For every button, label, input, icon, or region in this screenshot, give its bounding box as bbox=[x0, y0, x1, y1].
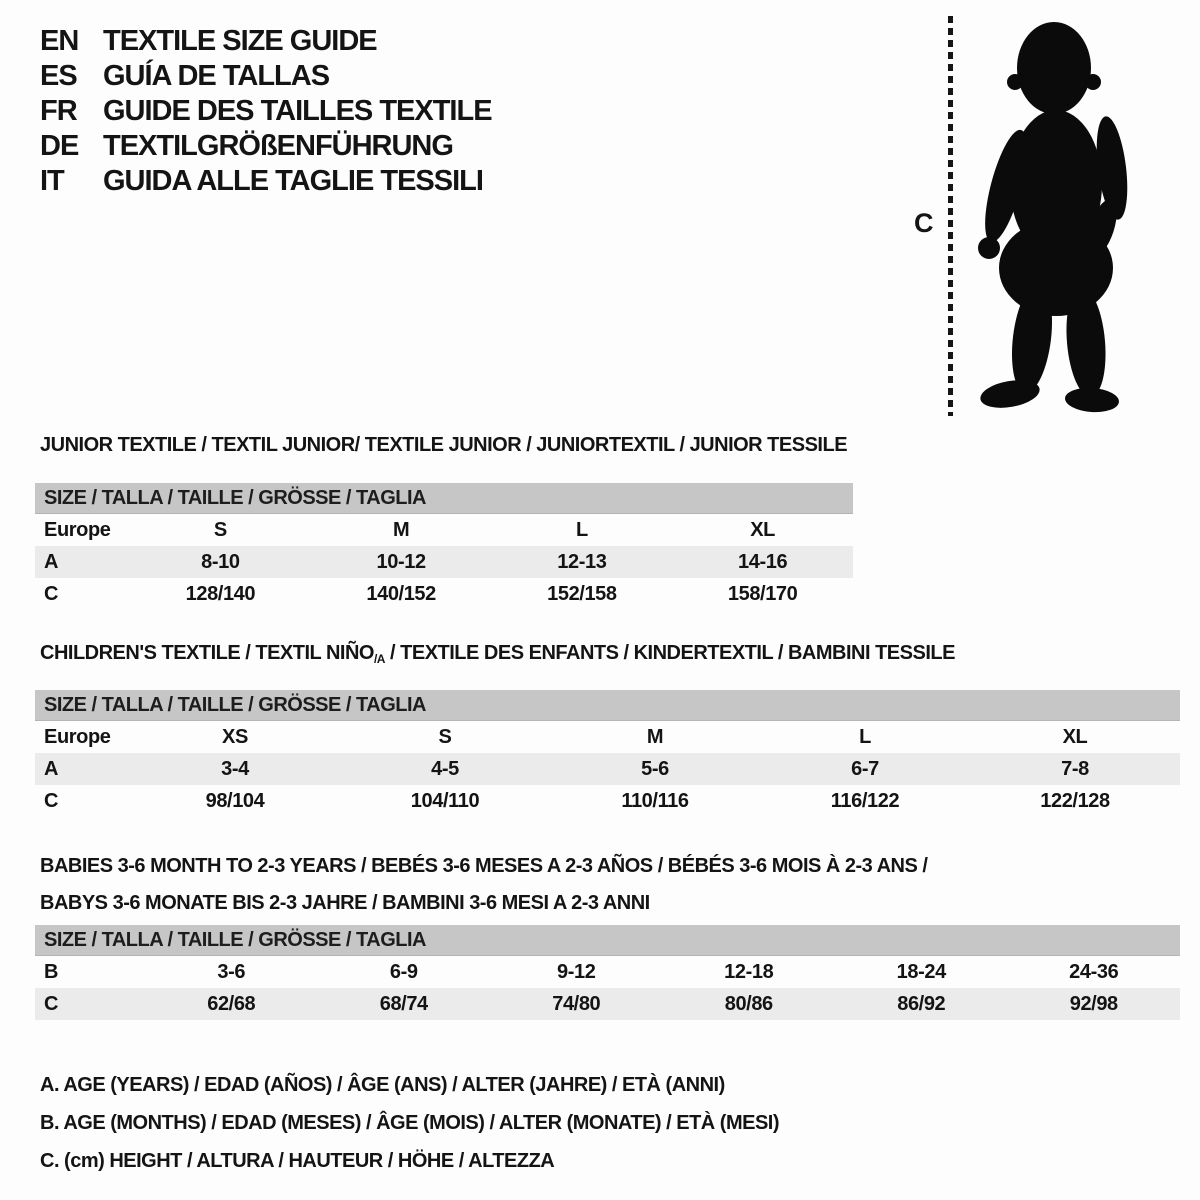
table-cell: 12-13 bbox=[557, 550, 607, 573]
language-row-es bbox=[40, 59, 492, 94]
language-code: IT bbox=[40, 165, 64, 197]
junior-row-age bbox=[35, 546, 853, 578]
table-cell: 92/98 bbox=[1069, 992, 1118, 1015]
toddler-silhouette-icon bbox=[966, 16, 1138, 416]
height-measure-dotted-line bbox=[948, 16, 953, 416]
row-label: B bbox=[44, 960, 59, 983]
babies-size-header-band: SIZE / TALLA / TAILLE / GRÖSSE / TAGLIA bbox=[35, 925, 1180, 956]
junior-row-height bbox=[35, 578, 853, 610]
table-cell: 12-18 bbox=[724, 960, 774, 983]
children-col-m: M bbox=[646, 725, 664, 748]
table-cell: 24-36 bbox=[1069, 960, 1119, 983]
children-col-europe: Europe bbox=[44, 725, 111, 748]
table-cell: 5-6 bbox=[641, 757, 669, 780]
babies-row-height bbox=[35, 988, 1180, 1020]
language-row-it bbox=[40, 164, 492, 199]
row-label: C bbox=[44, 992, 59, 1015]
table-cell: 6-7 bbox=[851, 757, 879, 780]
measure-legend bbox=[40, 1066, 779, 1180]
children-size-header-band: SIZE / TALLA / TAILLE / GRÖSSE / TAGLIA bbox=[35, 690, 1180, 721]
junior-col-xl: XL bbox=[750, 518, 775, 541]
table-cell: 3-4 bbox=[221, 757, 249, 780]
row-label: A bbox=[44, 550, 59, 573]
language-title: TEXTILGRÖßENFÜHRUNG bbox=[103, 130, 453, 162]
language-code: DE bbox=[40, 130, 79, 162]
legend-line-a: A. AGE (YEARS) / EDAD (AÑOS) / ÂGE (ANS) / ALTER (JAHRE) / ETÀ (ANNI) bbox=[40, 1074, 725, 1096]
table-cell: 110/116 bbox=[621, 789, 689, 812]
table-cell: 9-12 bbox=[557, 960, 596, 983]
language-row-de bbox=[40, 129, 492, 164]
junior-size-header-band: SIZE / TALLA / TAILLE / GRÖSSE / TAGLIA bbox=[35, 483, 853, 514]
children-row-height bbox=[35, 785, 1180, 817]
children-size-table bbox=[35, 690, 1180, 817]
language-title: GUÍA DE TALLAS bbox=[103, 60, 330, 92]
table-cell: 18-24 bbox=[896, 960, 946, 983]
junior-col-m: M bbox=[392, 518, 410, 541]
table-cell: 8-10 bbox=[201, 550, 240, 573]
table-cell: 140/152 bbox=[366, 582, 436, 605]
language-code: EN bbox=[40, 25, 79, 57]
row-label: C bbox=[44, 789, 59, 812]
table-cell: 3-6 bbox=[217, 960, 246, 983]
children-col-xl: XL bbox=[1062, 725, 1088, 748]
children-section-title bbox=[40, 642, 955, 666]
language-code: ES bbox=[40, 60, 77, 92]
table-cell: 14-16 bbox=[738, 550, 788, 573]
language-code: FR bbox=[40, 95, 77, 127]
language-row-fr bbox=[40, 94, 492, 129]
junior-col-europe: Europe bbox=[44, 518, 111, 541]
table-cell: 74/80 bbox=[552, 992, 601, 1015]
language-list bbox=[40, 24, 492, 199]
junior-columns-row bbox=[35, 514, 853, 546]
table-cell: 122/128 bbox=[1040, 789, 1110, 812]
table-cell: 68/74 bbox=[379, 992, 428, 1015]
junior-size-table bbox=[35, 483, 853, 610]
table-cell: 98/104 bbox=[205, 789, 265, 812]
language-row-en bbox=[40, 24, 492, 59]
babies-section-title bbox=[40, 848, 927, 922]
language-title: GUIDA ALLE TAGLIE TESSILI bbox=[103, 165, 483, 197]
children-title-text: CHILDREN'S TEXTILE / TEXTIL NIÑO bbox=[40, 642, 374, 664]
junior-col-l: L bbox=[575, 518, 588, 541]
language-title: TEXTILE SIZE GUIDE bbox=[103, 25, 377, 57]
babies-title-line2: BABYS 3-6 MONATE BIS 2-3 JAHRE / BAMBINI 3-6 MESI A 2-3 ANNI bbox=[40, 892, 650, 914]
children-columns-row bbox=[35, 721, 1180, 753]
babies-title-line1: BABIES 3-6 MONTH TO 2-3 YEARS / BEBÉS 3-6 MESES A 2-3 AÑOS / BÉBÉS 3-6 MOIS À 2-3 ANS / bbox=[40, 855, 928, 877]
junior-section-title: JUNIOR TEXTILE / TEXTIL JUNIOR/ TEXTILE JUNIOR / JUNIORTEXTIL / JUNIOR TESSILE bbox=[40, 434, 848, 456]
table-cell: 128/140 bbox=[185, 582, 256, 605]
table-cell: 86/92 bbox=[897, 992, 946, 1015]
legend-line-b: B. AGE (MONTHS) / EDAD (MESES) / ÂGE (MOIS) / ALTER (MONATE) / ETÀ (MESI) bbox=[40, 1112, 780, 1134]
table-cell: 152/158 bbox=[547, 582, 617, 605]
children-col-xs: XS bbox=[222, 725, 248, 748]
table-cell: 80/86 bbox=[724, 992, 773, 1015]
junior-col-s: S bbox=[213, 518, 227, 541]
height-measure-label: C bbox=[914, 208, 934, 238]
table-cell: 6-9 bbox=[389, 960, 418, 983]
table-cell: 7-8 bbox=[1061, 757, 1089, 780]
row-label: A bbox=[44, 757, 59, 780]
table-cell: 4-5 bbox=[431, 757, 459, 780]
children-title-subscript: /A bbox=[373, 652, 385, 666]
table-cell: 104/110 bbox=[410, 789, 480, 812]
children-title-text: / TEXTILE DES ENFANTS / KINDERTEXTIL / BAMBINI TESSILE bbox=[384, 642, 955, 664]
children-row-age bbox=[35, 753, 1180, 785]
table-cell: 116/122 bbox=[830, 789, 900, 812]
table-cell: 158/170 bbox=[727, 582, 798, 605]
table-cell: 10-12 bbox=[376, 550, 426, 573]
table-cell: 62/68 bbox=[207, 992, 256, 1015]
row-label: C bbox=[44, 582, 59, 605]
language-title: GUIDE DES TAILLES TEXTILE bbox=[103, 95, 492, 127]
children-col-s: S bbox=[438, 725, 452, 748]
children-col-l: L bbox=[859, 725, 871, 748]
babies-row-months bbox=[35, 956, 1180, 988]
babies-size-table bbox=[35, 925, 1180, 1020]
legend-line-c: C. (cm) HEIGHT / ALTURA / HAUTEUR / HÖHE / ALTEZZA bbox=[40, 1150, 555, 1172]
